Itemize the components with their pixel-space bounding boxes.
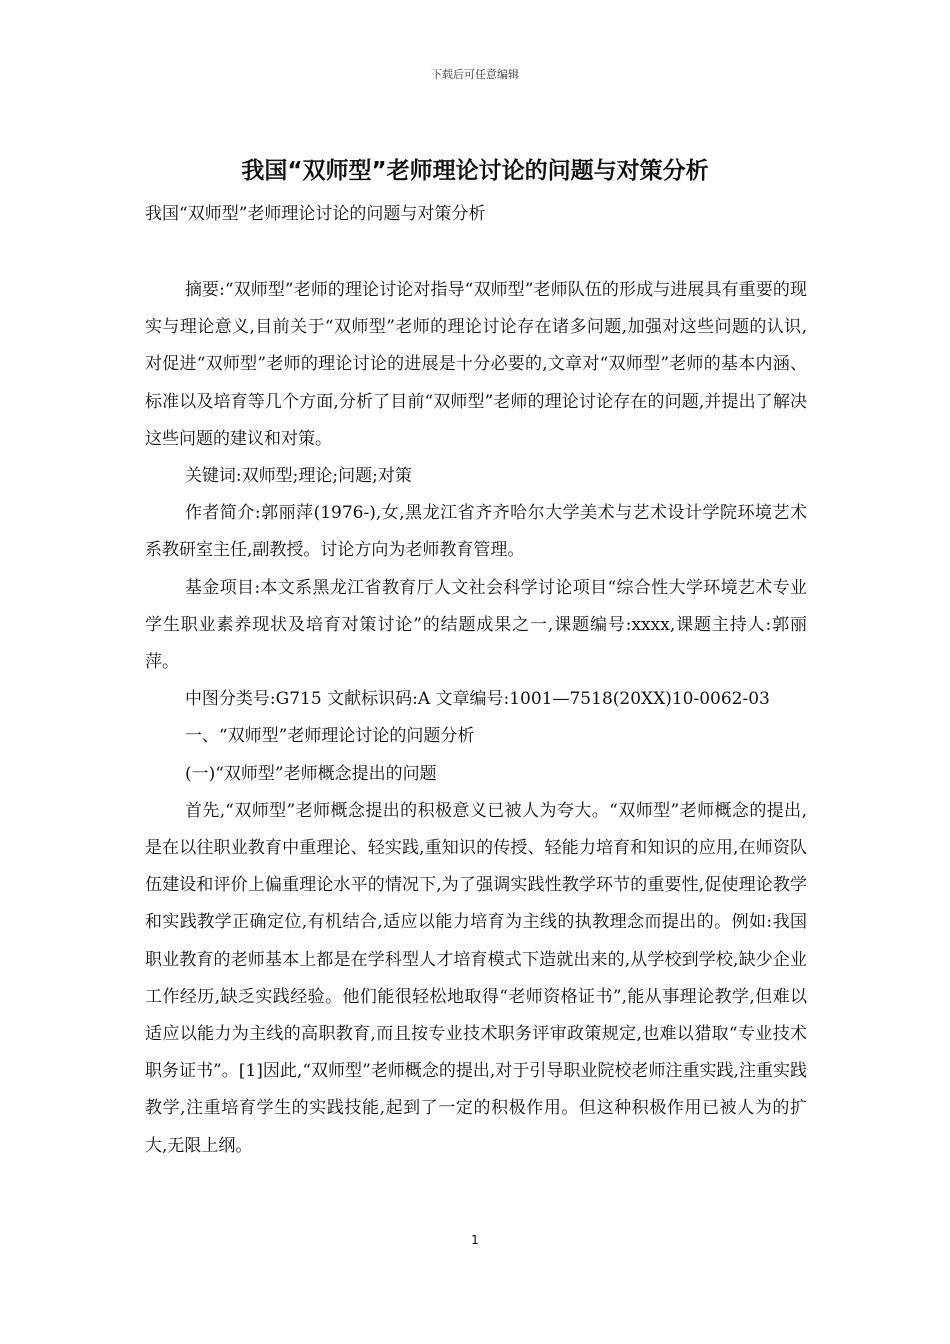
keywords-paragraph: 关键词:双师型;理论;问题;对策: [184, 466, 412, 487]
page-number: 1: [471, 1233, 479, 1247]
classification-paragraph: 中图分类号:G715 文献标识码:A 文章编号:1001—7518(20XX)10-0062-03: [184, 689, 770, 710]
subsection-heading: (一)“双师型”老师概念提出的问题: [184, 763, 437, 784]
document-subtitle: 我国“双师型”老师理论讨论的问题与对策分析: [145, 204, 486, 224]
document-title: 我国“双师型”老师理论讨论的问题与对策分析: [241, 158, 709, 184]
document-body: [145, 272, 807, 1165]
abstract-paragraph: 摘要:“双师型”老师的理论讨论对指导“双师型”老师队伍的形成与进展具有重要的现实与理论意义,目前关于“双师型”老师的理论讨论存在诸多问题,加强对这些问题的认识,对促进“双师型”老师的理论讨论的进展是十分必要的,文章对“双师型”老师的基本内涵、标准以及培育等几个方面,分析了目前“双师型”老师的理论讨论存在的问题,并提出了解决这些问题的建议和对策。: [145, 280, 807, 449]
section-heading: 一、“双师型”老师理论讨论的问题分析: [184, 726, 475, 747]
header-note: 下载后可任意编辑: [431, 68, 519, 81]
body-paragraph: 首先,“双师型”老师概念提出的积极意义已被人为夸大。“双师型”老师概念的提出,是在以往职业教育中重理论、轻实践,重知识的传授、轻能力培育和知识的应用,在师资队伍建设和评价上偏重理论水平的情况下,为了强调实践性教学环节的重要性,促使理论教学和实践教学正确定位,有机结合,适应以能力培育为主线的执教理念而提出的。例如:我国职业教育的老师基本上都是在学科型人才培育模式下造就出来的,从学校到学校,缺少企业工作经历,缺乏实践经验。他们能很轻松地取得“老师资格证书”,能从事理论教学,但难以适应以能力为主线的高职教育,而且按专业技术职务评审政策规定,也难以猎取“专业技术职务证书”。[1]因此,“双师型”老师概念的提出,对于引导职业院校老师注重实践,注重实践教学,注重培育学生的实践技能,起到了一定的积极作用。但这种积极作用已被人为的扩大,无限上纲。: [145, 800, 807, 1156]
author-bio-paragraph: 作者简介:郭丽萍(1976-),女,黑龙江省齐齐哈尔大学美术与艺术设计学院环境艺术系教研室主任,副教授。讨论方向为老师教育管理。: [145, 503, 807, 561]
funding-paragraph: 基金项目:本文系黑龙江省教育厅人文社会科学讨论项目“综合性大学环境艺术专业学生职业素养现状及培育对策讨论”的结题成果之一,课题编号:xxxx,课题主持人:郭丽萍。: [145, 577, 807, 673]
